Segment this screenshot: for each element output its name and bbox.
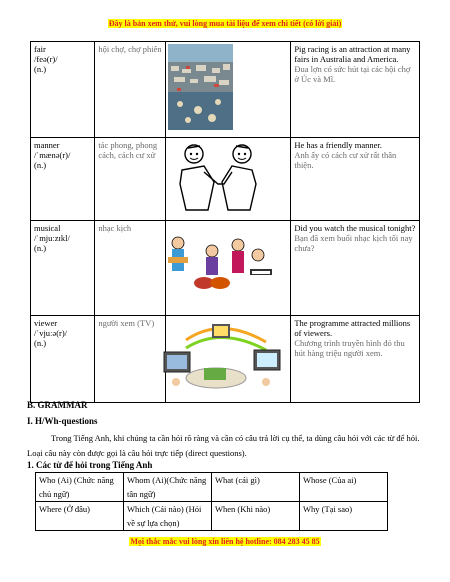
word-cell xyxy=(31,316,95,403)
subsection-heading: I. H/Wh-questions xyxy=(27,416,98,426)
word: viewer xyxy=(34,318,58,328)
section-heading: B. GRAMMAR xyxy=(27,400,88,410)
table-cell: Who (Ai) (Chức năng chủ ngữ) xyxy=(36,473,124,502)
meaning-cell: nhạc kịch xyxy=(95,221,165,316)
tv-broadcast-cartoon xyxy=(165,316,291,403)
table-cell: Whose (Của ai) xyxy=(300,473,388,502)
meaning-cell: người xem (TV) xyxy=(95,316,165,403)
word: musical xyxy=(34,223,61,233)
example-cell xyxy=(291,221,420,316)
meaning-cell: tác phong, phong cách, cách cư xử xyxy=(95,138,165,221)
table-cell: Where (Ở đâu) xyxy=(36,502,124,531)
example-en: Pig racing is an attraction at many fairs in Australia and America. xyxy=(294,44,411,64)
ipa: /ˈmænə(r)/ xyxy=(34,150,71,160)
meaning-cell: hội chợ, chợ phiên xyxy=(95,42,165,138)
word: manner xyxy=(34,140,60,150)
table-row xyxy=(36,473,388,502)
example-cell xyxy=(291,138,420,221)
table-row xyxy=(31,316,420,403)
table-row xyxy=(31,138,420,221)
word-cell xyxy=(31,221,95,316)
table-cell: Why (Tại sao) xyxy=(300,502,388,531)
ipa: /ˈvjuːə(r)/ xyxy=(34,328,68,338)
table-row xyxy=(31,42,420,138)
example-cell xyxy=(291,42,420,138)
table-row xyxy=(31,221,420,316)
example-vi: Anh ấy có cách cư xử rất thân thiện. xyxy=(294,150,397,170)
table-row xyxy=(36,502,388,531)
example-vi: Chương trình truyền hình đó thu hút hàng triệu người xem. xyxy=(294,338,405,358)
part-of-speech: (n.) xyxy=(34,338,47,348)
vocabulary-table xyxy=(30,41,420,403)
word-cell xyxy=(31,42,95,138)
example-vi: Bạn đã xem buổi nhạc kịch tối nay chưa? xyxy=(294,233,413,253)
ipa: /ˈmjuːzɪkl/ xyxy=(34,233,70,243)
example-en: The programme attracted millions of viewers. xyxy=(294,318,411,338)
table-cell: Whom (Ai)(Chức năng tân ngữ) xyxy=(124,473,212,502)
part-of-speech: (n.) xyxy=(34,243,47,253)
table-cell: Which (Cái nào) (Hỏi về sự lựa chọn) xyxy=(124,502,212,531)
intro-paragraph: Trong Tiếng Anh, khi chúng ta cần hỏi rõ ràng và cần có câu trả lời cụ thể, ta dùng câu hỏi với các từ để hỏi. Loại câu này còn được gọi là câu hỏi trực tiếp (direct questions). xyxy=(27,433,420,458)
preview-banner: Đây là bản xem thử, vui lòng mua tài liệu để xem chi tiết (có lời giải) xyxy=(108,19,342,28)
word: fair xyxy=(34,44,46,54)
example-en: He has a friendly manner. xyxy=(294,140,382,150)
ipa: /feə(r)/ xyxy=(34,54,58,64)
band-cartoon xyxy=(165,221,291,316)
example-cell xyxy=(291,316,420,403)
subsection-heading: 1. Các từ để hỏi trong Tiếng Anh xyxy=(27,460,153,470)
fair-photo xyxy=(165,42,291,138)
example-en: Did you watch the musical tonight? xyxy=(294,223,416,233)
word-cell xyxy=(31,138,95,221)
example-vi: Đua lợn có sức hút tại các hội chợ ở Úc và Mĩ. xyxy=(294,64,411,84)
hotline-banner: Mọi thắc mắc vui lòng xin liên hệ hotline: 084 283 45 85 xyxy=(130,537,320,546)
handshake-cartoon xyxy=(165,138,291,221)
part-of-speech: (n.) xyxy=(34,64,47,74)
table-cell: When (Khi nào) xyxy=(212,502,300,531)
table-cell: What (cái gì) xyxy=(212,473,300,502)
part-of-speech: (n.) xyxy=(34,160,47,170)
question-words-table xyxy=(35,472,388,531)
